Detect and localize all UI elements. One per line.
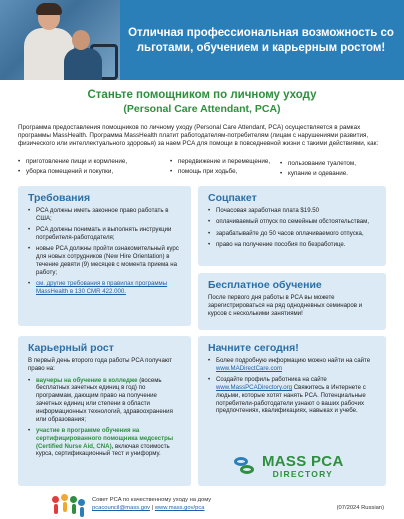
benefit-item: • право на получение пособия по безработице. [208, 241, 378, 249]
requirements-link[interactable]: см. другие требования в правилах программы MassHealth в 130 CMR 422.000. [36, 280, 168, 295]
subtitle-line1: Станьте помощником по личному уходу [87, 89, 317, 101]
requirements-title: Требования [28, 192, 91, 204]
benefit-item: • зарабатывайте до 50 часов оплачиваемого отпуска, [208, 230, 378, 238]
career-item-text: включая стоимость курса, сертификационный тест и униформу. [36, 442, 170, 458]
masspcadirectory-link[interactable]: www.MassPCADirectory.org [216, 383, 293, 391]
requirements-box [18, 186, 191, 326]
benefits-box [198, 186, 386, 266]
madirectcare-link[interactable]: www.MADirectCare.com [216, 364, 283, 372]
career-item-heading: ваучеры на обучение в колледже [36, 376, 138, 384]
footer-org: Совет PCA по качественному уходу на дому [92, 497, 212, 503]
benefit-item: • оплачиваемый отпуск по семейным обстоятельствам, [208, 218, 378, 226]
hero-title-line2: льготами, обучением и карьерным ростом! [136, 42, 386, 54]
start-title: Начните сегодня! [208, 342, 299, 354]
career-title: Карьерный рост [28, 342, 114, 354]
career-item-text: (восемь бесплатных зачетных единиц в год) по программам, дающим право на получение зачетных единиц или степени в области информационных технологий, здравоохранения или образования; [36, 376, 173, 423]
mass-pca-directory-logo [234, 454, 344, 479]
footer-date: (07/2024 Russian) [336, 505, 384, 511]
task-item: • передвижение и перемещение, [170, 158, 290, 166]
task-item: • купание и одевание. [280, 170, 390, 178]
directory-logo-icon [234, 455, 256, 477]
intro-paragraph: Программа предоставления помощников по личному уходу (Personal Care Attendant, PCA) осуществляется в рамках программы MassHealth. Программа MassHealth платит работодателям-потребителям (лицам с нарушениями развития, физического или интеллектуального здоровья) за наем PCA для помощи в повседневной жизни с такими действиями, как: [18, 124, 379, 147]
logo-text-line2: DIRECTORY [272, 468, 333, 479]
career-box [18, 336, 191, 486]
requirement-item: • новые PCA должны пройти ознакомительный курс для новых сотрудников (New Hire Orientation) в течение девяти (9) месяцев с момента приема на работу; [28, 245, 183, 276]
subtitle-line2: (Personal Care Attendant, PCA) [123, 103, 281, 115]
start-item-text: Более подробную информацию можно найти на сайте [216, 357, 371, 364]
start-item-text: Создайте профиль работника на сайте [216, 376, 327, 384]
hero-banner [0, 0, 404, 80]
requirement-item: • PCA должны иметь законное право работать в США; [28, 207, 183, 223]
career-lead: В первый день второго года работы PCA получают право на: [28, 357, 173, 372]
pca-council-logo-icon [52, 494, 84, 516]
footer-site-link[interactable]: www.mass.gov/pca [154, 505, 205, 511]
task-item: • уборка помещений и покупки, [18, 168, 148, 176]
hero-title [126, 26, 396, 56]
benefits-title: Соцпакет [208, 192, 257, 204]
requirement-item: • PCA должны понимать и выполнять инструкции потребителя-работодателя; [28, 226, 183, 242]
start-item [208, 357, 378, 373]
start-box [198, 336, 386, 486]
career-item [28, 377, 183, 424]
career-item [28, 427, 183, 458]
task-item: • пользование туалетом, [280, 160, 390, 168]
footer-email-link[interactable]: pcacouncil@mass.gov [92, 505, 151, 511]
start-item [208, 376, 378, 415]
start-item-rest: Свяжитесь в Интернете с людьми, которые хотят нанять PCA. Потенциальные потребители-работодатели узнают о ваших рабочих предпочтениях, квалификациях, навыках и учебе. [216, 383, 366, 415]
page-subtitle [0, 88, 404, 116]
training-text: После первого дня работы в PCA вы можете зарегистрироваться на ряд однодневных семинаров и курсов с несколькими занятиями! [208, 294, 363, 317]
training-box [198, 273, 386, 330]
career-item-heading: участие в программе обучения на сертифицированного помощника медсестры (Certified Nurse Aid, CNA), [36, 426, 174, 450]
task-item: • помощь при ходьбе, [170, 168, 270, 176]
hero-title-line1: Отличная профессиональная возможность со [128, 27, 394, 39]
requirement-item [28, 280, 183, 296]
hero-photo [0, 0, 120, 80]
benefit-item: • Почасовая заработная плата $19.50 [208, 207, 378, 215]
footer-separator: | [151, 505, 154, 511]
task-item: • приготовление пищи и кормление, [18, 158, 138, 166]
training-title: Бесплатное обучение [208, 279, 322, 291]
logo-text-line1: MASS PCA [262, 452, 344, 470]
footer-links [92, 504, 204, 512]
footer [0, 492, 404, 519]
